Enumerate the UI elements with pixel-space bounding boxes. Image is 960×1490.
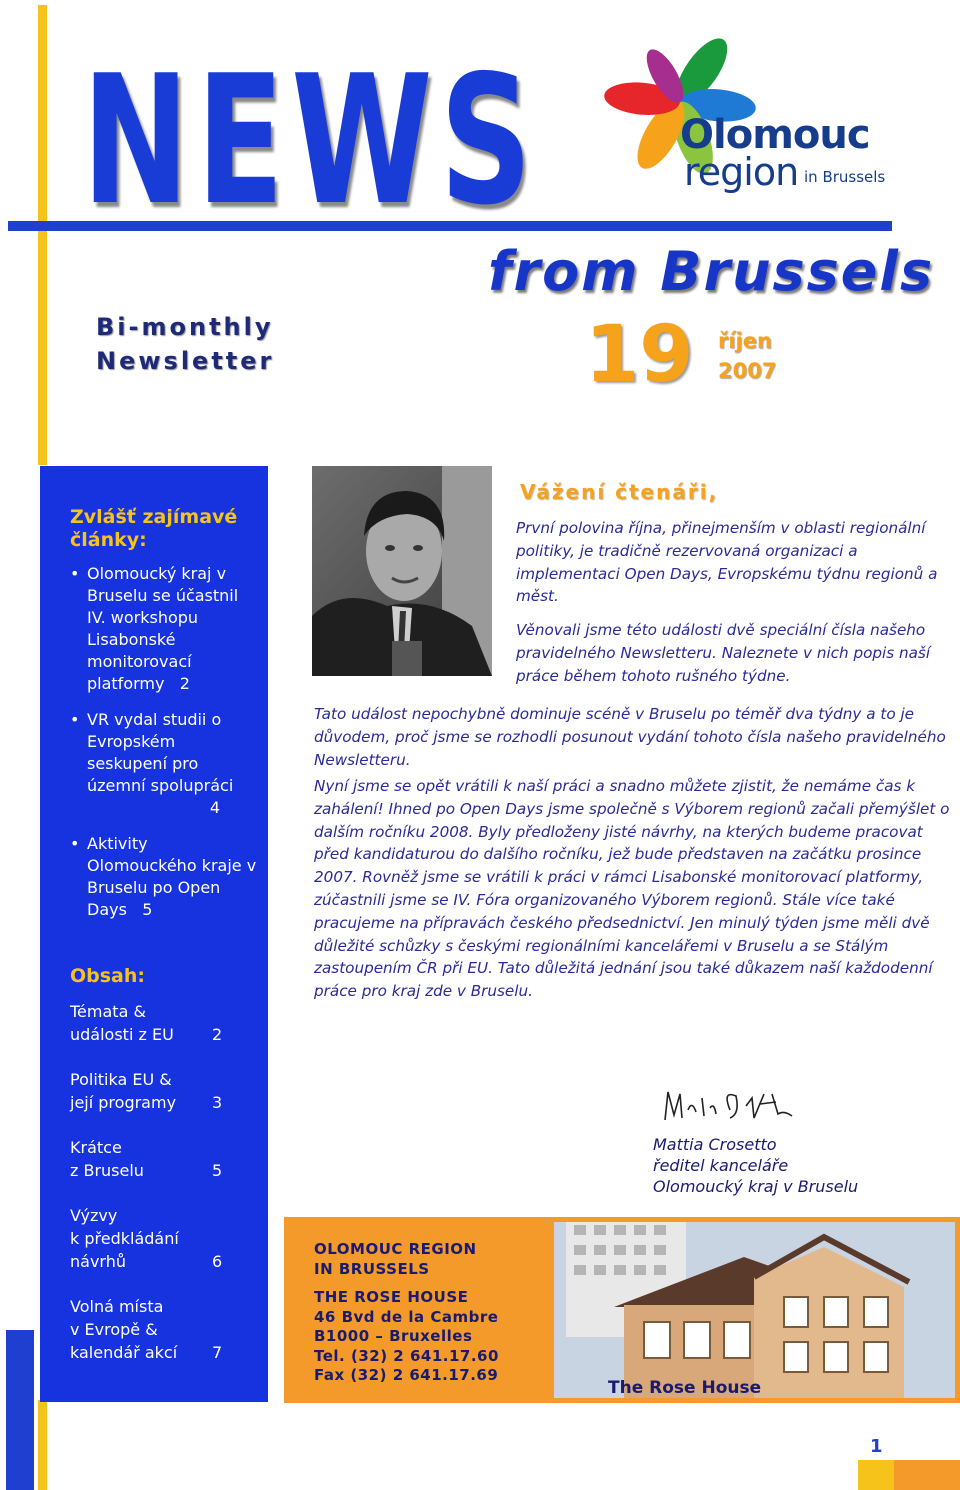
newsletter-subtitle: from Brussels <box>488 240 935 303</box>
issue-date: říjen 2007 <box>718 329 777 383</box>
logo-wordmark-suffix: in Brussels <box>804 168 886 186</box>
toc-entry[interactable]: Výzvy k předkládání návrhů 6 <box>70 1206 223 1271</box>
toc-entry[interactable]: Témata & události z EU 2 <box>70 1002 223 1044</box>
signoff <box>653 1134 858 1197</box>
decorative-yellow-bar-bottom <box>38 1400 47 1490</box>
logo-wordmark-region: region <box>684 150 799 194</box>
featured-item[interactable]: • Aktivity Olomouckého kraje v Bruselu po Open Days 5 <box>70 834 257 919</box>
featured-item[interactable]: • VR vydal studii o Evropském seskupení pro územní spolupráci 4 <box>70 710 234 817</box>
toc-entry[interactable]: Volná místa v Evropě & kalendář akcí 7 <box>70 1297 223 1362</box>
article-greeting: Vážení čtenáři, <box>520 480 719 504</box>
article-paragraph: Tato událost nepochybně dominuje scéně v Bruselu po téměř dva týdny a to je důvodem, proč jsme se rozhodli posunout vydání tohoto čísla našeho pravidelného Newsletteru. <box>314 705 946 769</box>
contents-heading: Obsah: <box>70 965 146 987</box>
page-number: 1 <box>870 1436 883 1457</box>
toc-page: 5 <box>212 1161 223 1180</box>
toc-entry[interactable]: Krátce z Bruselu 5 <box>70 1138 223 1180</box>
issue-number: 19 <box>585 310 694 400</box>
director-portrait-photo <box>312 466 492 676</box>
featured-list <box>70 563 260 935</box>
bullet-icon: • <box>70 834 80 853</box>
featured-item[interactable]: • Olomoucký kraj v Bruselu se účastnil IV. workshopu Lisabonské monitorovací platformy 2 <box>70 564 239 693</box>
toc-page: 7 <box>212 1343 223 1362</box>
decorative-yellow-bar <box>38 5 47 465</box>
decorative-blue-bar <box>6 1330 34 1490</box>
newsletter-title: NEWS <box>82 37 540 244</box>
bullet-icon: • <box>70 710 80 729</box>
signoff-role: ředitel kanceláře <box>653 1156 789 1175</box>
article-paragraph: Nyní jsme se opět vrátili k naší práci a snadno můžete zjistit, že nemáme čas k zahálení! Ihned po Open Days jsme společně s Výborem regionů začali přemýšlet o dalším ročníku 2008. Byly předloženy jisté návrhy, na kterých budeme pracovat před kandidaturou do dalšího ročníku, jež bude představen na začátku prosince 2007. Rovněž jsme se vrátili k práci v rámci Lisabonské monitorovací platformy, zúčastnili jsme se IV. Fóra organizovaného Výborem regionů. Stále více také pracujeme na přípravách českého předsednictví. Jen minulý týden jsme měli dvě důležité schůzky s českými regionálními kancelářemi v Bruselu a se Stálým zastoupením ČR při EU. Tato důležitá jednání jsou také důkazem naší každodenní práce pro kraj zde v Bruselu. <box>314 777 950 1001</box>
bullet-icon: • <box>70 564 80 583</box>
toc-entry[interactable]: Politika EU & její programy 3 <box>70 1070 223 1112</box>
article-paragraph: První polovina října, přinejmenším v oblasti regionální politiky, je tradičně rezervovaná organizaci a implementaci Open Days, Evropskému týdnu regionů a měst. <box>516 519 938 606</box>
handwritten-signature <box>660 1080 800 1130</box>
logo-wordmark: Olomouc <box>680 112 870 158</box>
article-paragraph: Věnovali jsme této události dvě speciální čísla našeho pravidelného Newsletteru. Naleznete v nich popis naší práce během tohoto rušného týdne. <box>516 621 931 685</box>
toc-page: 6 <box>212 1252 223 1271</box>
signoff-org: Olomoucký kraj v Bruselu <box>653 1177 859 1196</box>
toc-page: 3 <box>212 1093 223 1112</box>
office-address: OLOMOUC REGION IN BRUSSELS THE ROSE HOUSE 46 Bvd de la Cambre B1000 – Bruxelles Tel. (32) 2 641.17.60 Fax (32) 2 641.17.69 <box>314 1240 499 1384</box>
featured-heading: Zvlášť zajímavé články: <box>70 506 238 551</box>
toc-page: 2 <box>212 1025 223 1044</box>
signoff-name: Mattia Crosetto <box>653 1135 777 1154</box>
office-caption: The Rose House <box>608 1378 762 1398</box>
frequency-label: Bi-monthly Newsletter <box>96 313 275 375</box>
footer-color-bar <box>858 1460 960 1490</box>
